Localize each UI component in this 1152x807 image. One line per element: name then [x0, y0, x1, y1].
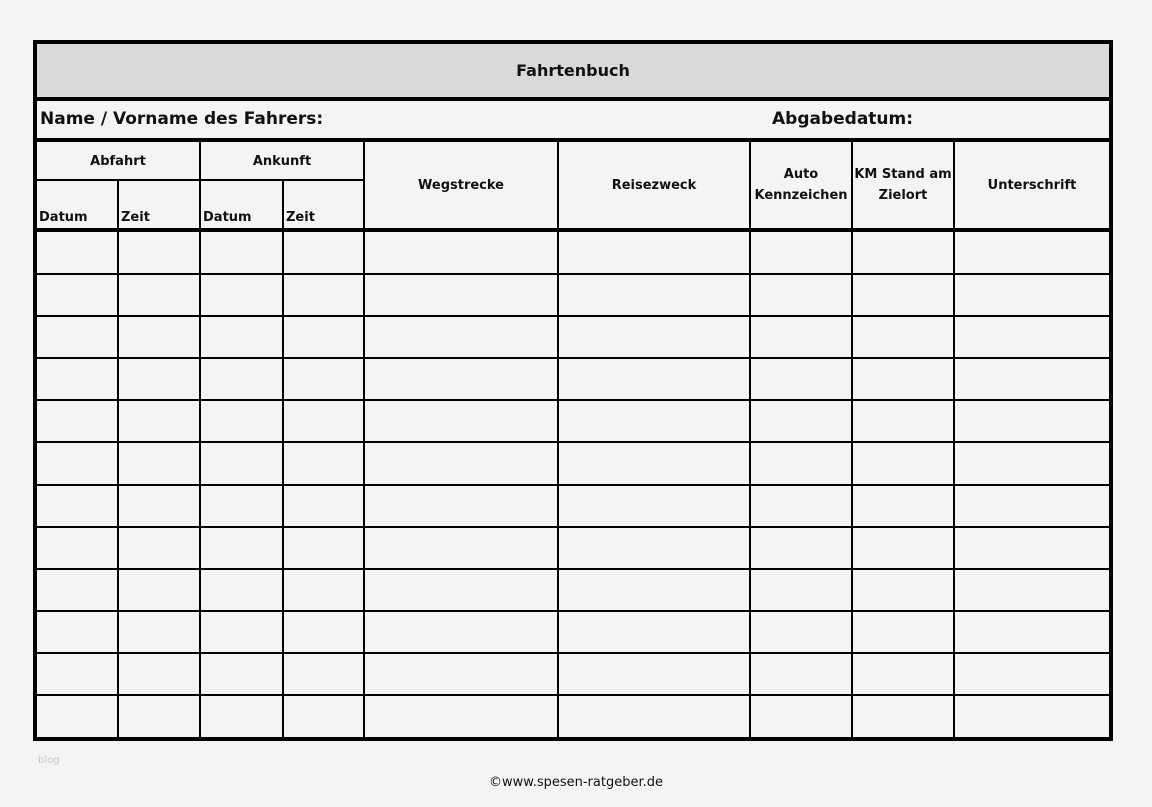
table-row: [37, 611, 1109, 653]
column-divider: [953, 232, 955, 737]
cell-abfahrt-zeit[interactable]: [119, 569, 199, 611]
cell-km-stand[interactable]: [853, 232, 953, 274]
header-abfahrt: Abfahrt: [90, 153, 146, 169]
cell-reisezweck[interactable]: [559, 611, 749, 653]
cell-abfahrt-datum[interactable]: [37, 442, 117, 484]
cell-ankunft-zeit[interactable]: [284, 442, 363, 484]
cell-wegstrecke[interactable]: [365, 232, 557, 274]
cell-reisezweck[interactable]: [559, 569, 749, 611]
cell-wegstrecke[interactable]: [365, 653, 557, 695]
cell-abfahrt-zeit[interactable]: [119, 274, 199, 316]
cell-reisezweck[interactable]: [559, 653, 749, 695]
cell-unterschrift[interactable]: [955, 485, 1109, 527]
header-auto-line2: Kennzeichen: [754, 188, 848, 203]
driver-info-row: [37, 101, 1109, 142]
cell-abfahrt-datum[interactable]: [37, 358, 117, 400]
cell-reisezweck[interactable]: [559, 274, 749, 316]
cell-ankunft-zeit[interactable]: [284, 527, 363, 569]
cell-abfahrt-zeit[interactable]: [119, 442, 199, 484]
cell-abfahrt-zeit[interactable]: [119, 695, 199, 737]
header-auto-line1: Auto: [783, 167, 819, 182]
cell-ankunft-zeit[interactable]: [284, 316, 363, 358]
cell-auto-kennzeichen[interactable]: [751, 442, 851, 484]
header-abfahrt-zeit: Zeit: [121, 210, 150, 225]
header-divider: [363, 142, 365, 228]
header-auto-kennzeichen: [751, 142, 851, 228]
cell-reisezweck[interactable]: [559, 485, 749, 527]
cell-wegstrecke[interactable]: [365, 316, 557, 358]
table-row: [37, 527, 1109, 569]
cell-ankunft-zeit[interactable]: [284, 400, 363, 442]
copyright-footer: ©www.spesen-ratgeber.de: [488, 775, 663, 790]
header-divider: [199, 142, 201, 228]
cell-abfahrt-zeit[interactable]: [119, 611, 199, 653]
cell-abfahrt-datum[interactable]: [37, 695, 117, 737]
cell-ankunft-datum[interactable]: [201, 358, 282, 400]
cell-auto-kennzeichen[interactable]: [751, 274, 851, 316]
logbook-entries: [37, 232, 1109, 737]
header-ankunft: Ankunft: [252, 153, 312, 169]
cell-abfahrt-datum[interactable]: [37, 653, 117, 695]
header-divider: [953, 142, 955, 228]
cell-km-stand[interactable]: [853, 358, 953, 400]
cell-auto-kennzeichen[interactable]: [751, 232, 851, 274]
row-divider: [37, 652, 1109, 654]
cell-abfahrt-datum[interactable]: [37, 569, 117, 611]
row-divider: [37, 484, 1109, 486]
cell-reisezweck[interactable]: [559, 358, 749, 400]
cell-ankunft-datum[interactable]: [201, 316, 282, 358]
row-divider: [37, 441, 1109, 443]
cell-unterschrift[interactable]: [955, 358, 1109, 400]
cell-ankunft-zeit[interactable]: [284, 358, 363, 400]
cell-auto-kennzeichen[interactable]: [751, 695, 851, 737]
row-divider: [37, 273, 1109, 275]
cell-wegstrecke[interactable]: [365, 695, 557, 737]
table-row: [37, 232, 1109, 274]
table-header: [37, 142, 1109, 232]
cell-abfahrt-datum[interactable]: [37, 274, 117, 316]
cell-abfahrt-zeit[interactable]: [119, 316, 199, 358]
header-km-line1: KM Stand am: [854, 167, 952, 182]
row-divider: [37, 399, 1109, 401]
logbook-title: Fahrtenbuch: [37, 44, 1109, 101]
cell-ankunft-datum[interactable]: [201, 274, 282, 316]
cell-wegstrecke[interactable]: [365, 569, 557, 611]
header-ankunft-datum: Datum: [203, 210, 252, 225]
cell-ankunft-datum[interactable]: [201, 695, 282, 737]
header-km-line2: Zielort: [878, 188, 928, 203]
cell-km-stand[interactable]: [853, 485, 953, 527]
cell-ankunft-zeit[interactable]: [284, 653, 363, 695]
cell-km-stand[interactable]: [853, 442, 953, 484]
cell-wegstrecke[interactable]: [365, 442, 557, 484]
column-divider: [851, 232, 853, 737]
cell-unterschrift[interactable]: [955, 653, 1109, 695]
cell-unterschrift[interactable]: [955, 695, 1109, 737]
table-row: [37, 485, 1109, 527]
watermark: blog: [38, 755, 60, 766]
table-row: [37, 400, 1109, 442]
header-unterschrift: Unterschrift: [987, 177, 1077, 193]
column-divider: [749, 232, 751, 737]
cell-reisezweck[interactable]: [559, 527, 749, 569]
cell-auto-kennzeichen[interactable]: [751, 527, 851, 569]
cell-ankunft-datum[interactable]: [201, 400, 282, 442]
cell-auto-kennzeichen[interactable]: [751, 400, 851, 442]
cell-wegstrecke[interactable]: [365, 611, 557, 653]
cell-ankunft-zeit[interactable]: [284, 695, 363, 737]
cell-abfahrt-datum[interactable]: [37, 232, 117, 274]
cell-reisezweck[interactable]: [559, 442, 749, 484]
cell-km-stand[interactable]: [853, 274, 953, 316]
cell-abfahrt-zeit[interactable]: [119, 653, 199, 695]
cell-ankunft-zeit[interactable]: [284, 274, 363, 316]
header-divider: [117, 180, 119, 228]
table-row: [37, 695, 1109, 737]
submission-date-label: Abgabedatum:: [772, 109, 914, 129]
cell-km-stand[interactable]: [853, 400, 953, 442]
cell-ankunft-datum[interactable]: [201, 485, 282, 527]
cell-unterschrift[interactable]: [955, 400, 1109, 442]
cell-abfahrt-zeit[interactable]: [119, 485, 199, 527]
cell-unterschrift[interactable]: [955, 232, 1109, 274]
cell-ankunft-datum[interactable]: [201, 442, 282, 484]
header-divider: [851, 142, 853, 228]
cell-abfahrt-zeit[interactable]: [119, 232, 199, 274]
header-km-stand: [853, 142, 953, 228]
table-row: [37, 274, 1109, 316]
cell-wegstrecke[interactable]: [365, 527, 557, 569]
cell-auto-kennzeichen[interactable]: [751, 316, 851, 358]
column-divider: [199, 232, 201, 737]
cell-abfahrt-datum[interactable]: [37, 611, 117, 653]
header-abfahrt-datum: Datum: [39, 210, 88, 225]
cell-auto-kennzeichen[interactable]: [751, 569, 851, 611]
cell-unterschrift[interactable]: [955, 274, 1109, 316]
cell-ankunft-zeit[interactable]: [284, 232, 363, 274]
cell-auto-kennzeichen[interactable]: [751, 485, 851, 527]
cell-wegstrecke[interactable]: [365, 274, 557, 316]
cell-unterschrift[interactable]: [955, 442, 1109, 484]
cell-ankunft-zeit[interactable]: [284, 611, 363, 653]
table-row: [37, 569, 1109, 611]
cell-reisezweck[interactable]: [559, 400, 749, 442]
cell-wegstrecke[interactable]: [365, 400, 557, 442]
cell-abfahrt-datum[interactable]: [37, 527, 117, 569]
row-divider: [37, 610, 1109, 612]
header-ankunft-zeit: Zeit: [286, 210, 315, 225]
row-divider: [37, 315, 1109, 317]
header-wegstrecke: Wegstrecke: [418, 177, 504, 193]
cell-abfahrt-datum[interactable]: [37, 400, 117, 442]
header-reisezweck: Reisezweck: [611, 177, 697, 193]
cell-wegstrecke[interactable]: [365, 358, 557, 400]
cell-km-stand[interactable]: [853, 653, 953, 695]
cell-km-stand[interactable]: [853, 316, 953, 358]
cell-km-stand[interactable]: [853, 569, 953, 611]
cell-km-stand[interactable]: [853, 611, 953, 653]
cell-auto-kennzeichen[interactable]: [751, 611, 851, 653]
column-divider: [363, 232, 365, 737]
column-divider: [557, 232, 559, 737]
header-divider: [749, 142, 751, 228]
cell-ankunft-datum[interactable]: [201, 232, 282, 274]
cell-unterschrift[interactable]: [955, 316, 1109, 358]
cell-unterschrift[interactable]: [955, 569, 1109, 611]
cell-km-stand[interactable]: [853, 695, 953, 737]
cell-abfahrt-zeit[interactable]: [119, 358, 199, 400]
column-divider: [117, 232, 119, 737]
driver-name-label: Name / Vorname des Fahrers:: [40, 109, 324, 129]
cell-ankunft-datum[interactable]: [201, 569, 282, 611]
cell-auto-kennzeichen[interactable]: [751, 358, 851, 400]
cell-ankunft-datum[interactable]: [201, 527, 282, 569]
cell-km-stand[interactable]: [853, 527, 953, 569]
header-divider: [282, 180, 284, 228]
cell-ankunft-zeit[interactable]: [284, 569, 363, 611]
column-divider: [282, 232, 284, 737]
row-divider: [37, 694, 1109, 696]
cell-reisezweck[interactable]: [559, 232, 749, 274]
cell-ankunft-zeit[interactable]: [284, 485, 363, 527]
row-divider: [37, 568, 1109, 570]
table-row: [37, 358, 1109, 400]
cell-ankunft-datum[interactable]: [201, 611, 282, 653]
table-row: [37, 653, 1109, 695]
cell-auto-kennzeichen[interactable]: [751, 653, 851, 695]
cell-ankunft-datum[interactable]: [201, 653, 282, 695]
cell-abfahrt-datum[interactable]: [37, 485, 117, 527]
logbook-sheet: [33, 40, 1113, 741]
row-divider: [37, 357, 1109, 359]
cell-unterschrift[interactable]: [955, 527, 1109, 569]
cell-reisezweck[interactable]: [559, 695, 749, 737]
table-row: [37, 442, 1109, 484]
header-divider: [557, 142, 559, 228]
row-divider: [37, 526, 1109, 528]
cell-wegstrecke[interactable]: [365, 485, 557, 527]
cell-abfahrt-zeit[interactable]: [119, 400, 199, 442]
cell-unterschrift[interactable]: [955, 611, 1109, 653]
cell-abfahrt-zeit[interactable]: [119, 527, 199, 569]
cell-reisezweck[interactable]: [559, 316, 749, 358]
table-row: [37, 316, 1109, 358]
cell-abfahrt-datum[interactable]: [37, 316, 117, 358]
